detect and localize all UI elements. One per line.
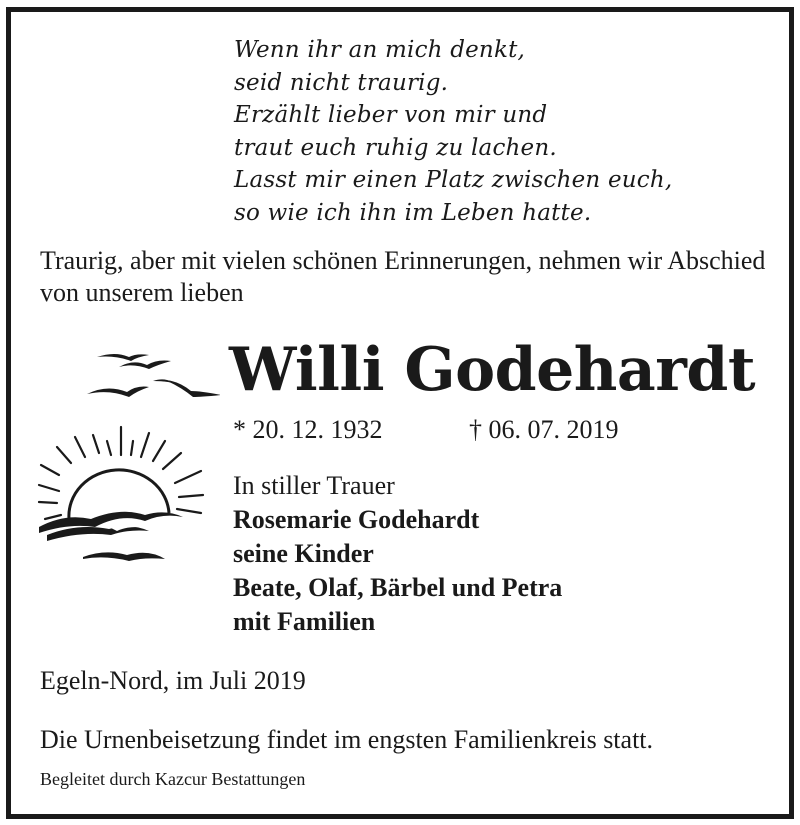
poem-line: Erzählt lieber von mir und bbox=[234, 102, 548, 128]
poem bbox=[234, 34, 672, 229]
poem-line: Wenn ihr an mich denkt, bbox=[234, 37, 526, 63]
mourners-block bbox=[233, 469, 562, 639]
mourner-line: Rosemarie Godehardt bbox=[233, 505, 480, 534]
death-date: † 06. 07. 2019 bbox=[469, 415, 619, 444]
deceased-name: Willi Godehardt bbox=[229, 335, 756, 405]
mourner-line: mit Familien bbox=[233, 607, 376, 636]
poem-line: Lasst mir einen Platz zwischen euch, bbox=[234, 167, 673, 193]
birth-date: * 20. 12. 1932 bbox=[233, 415, 383, 444]
poem-line: so wie ich ihn im Leben hatte. bbox=[234, 199, 592, 226]
mourner-line: seine Kinder bbox=[233, 539, 374, 568]
undertaker-credit: Begleitet durch Kazcur Bestattungen bbox=[40, 769, 306, 789]
mourners-heading: In stiller Trauer bbox=[233, 471, 395, 500]
sunset-icon bbox=[39, 427, 203, 561]
place-date: Egeln-Nord, im Juli 2019 bbox=[40, 666, 306, 695]
memorial-illustration bbox=[25, 337, 220, 577]
obituary-card bbox=[6, 7, 794, 819]
intro-text: Traurig, aber mit vielen schönen Erinnerungen, nehmen wir Abschied von unserem lieben bbox=[40, 246, 766, 307]
mourner-line: Beate, Olaf, Bärbel und Petra bbox=[233, 573, 563, 602]
poem-line: seid nicht traurig. bbox=[234, 69, 449, 96]
life-dates bbox=[233, 414, 619, 446]
poem-line: traut euch ruhig zu lachen. bbox=[234, 134, 557, 161]
burial-note: Die Urnenbeisetzung findet im engsten Familienkreis statt. bbox=[40, 725, 654, 754]
birds-icon bbox=[87, 354, 220, 397]
